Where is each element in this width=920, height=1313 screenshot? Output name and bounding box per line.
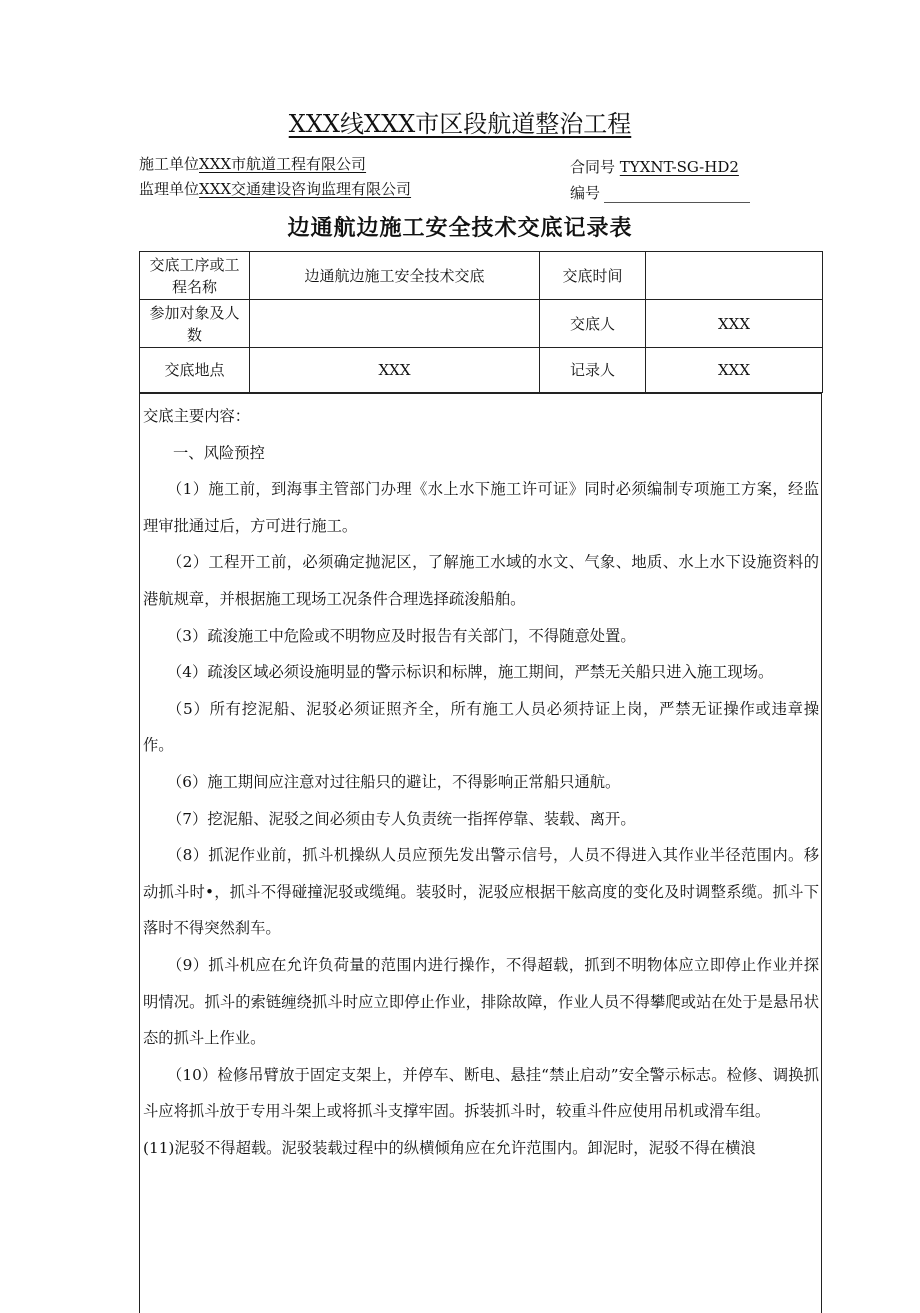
- supervisor-label: 监理单位: [139, 180, 200, 198]
- list-item: （6）施工期间应注意对过往船只的避让，不得影响正常船只通航。: [167, 772, 621, 791]
- table-row: [140, 348, 823, 393]
- list-item: （4）疏浚区域必须设施明显的警示标识和标牌，施工期间，严禁无关船只进入施工现场。: [167, 663, 774, 682]
- contractor-value: XXX市航道工程有限公司: [199, 155, 367, 173]
- participants-label: 参加对象及人数: [140, 300, 250, 348]
- list-item: （2）工程开工前，必须确定抛泥区，了解施工水域的水文、气象、地质、水上水下设施资料的港航规章，并根据施工现场工况条件合理选择疏浚船舶。: [143, 553, 819, 608]
- list-item: （7）挖泥船、泥驳之间必须由专人负责统一指挥停靠、装载、离开。: [167, 809, 636, 828]
- section-heading: 一、风险预控: [173, 443, 265, 462]
- list-item: （10）检修吊臂放于固定支架上，并停车、断电、悬挂“禁止启动”安全警示标志。检修、调换抓斗应将抓斗放于专用斗架上或将抓斗支撑牢固。拆装抓斗时，较重斗件应使用吊机或滑车组。: [143, 1065, 819, 1121]
- list-item: （3）疏浚施工中危险或不明物应及时报告有关部门，不得随意处置。: [167, 626, 636, 645]
- contract-label: 合同号: [570, 158, 616, 176]
- briefer-label: 交底人: [540, 300, 646, 348]
- number-value: [604, 188, 750, 203]
- location-label: 交底地点: [140, 348, 250, 393]
- list-item: （5）所有挖泥船、泥驳必须证照齐全，所有施工人员必须持证上岗，严禁无证操作或违章操作。: [143, 699, 819, 755]
- table-row: [140, 252, 823, 300]
- project-title: XXX线XXX市区段航道整治工程: [288, 110, 632, 138]
- info-table: [139, 251, 823, 393]
- content-heading: 交底主要内容：: [143, 407, 251, 425]
- contractor-line: [139, 153, 366, 174]
- participants-value: [250, 300, 540, 348]
- content-box: [139, 393, 822, 1313]
- list-item: （8）抓泥作业前，抓斗机操纵人员应预先发出警示信号，人员不得进入其作业半径范围内。移动抓斗时•，抓斗不得碰撞泥驳或缆绳。装驳时，泥驳应根据干舷高度的变化及时调整系缆。抓斗下落时不得突然刹车。: [143, 846, 819, 938]
- contract-value: TYXNT-SG-HD2: [619, 158, 739, 176]
- process-name-label: 交底工序或工程名称: [140, 252, 250, 300]
- process-name-value: 边通航边施工安全技术交底: [250, 252, 540, 300]
- supervisor-line: [139, 178, 411, 199]
- location-value: XXX: [250, 348, 540, 393]
- contract-line: [570, 156, 739, 177]
- form-title: 边通航边施工安全技术交底记录表: [287, 216, 633, 241]
- number-label: 编号: [570, 184, 601, 202]
- list-item: (11)泥驳不得超载。泥驳装载过程中的纵横倾角应在允许范围内。卸泥时，泥驳不得在横浪: [143, 1138, 756, 1157]
- briefer-value: XXX: [646, 300, 823, 348]
- supervisor-value: XXX交通建设咨询监理有限公司: [199, 180, 412, 198]
- briefing-time-label: 交底时间: [540, 252, 646, 300]
- recorder-value: XXX: [646, 348, 823, 393]
- recorder-label: 记录人: [540, 348, 646, 393]
- briefing-time-value: [646, 252, 823, 300]
- list-item: （9）抓斗机应在允许负荷量的范围内进行操作，不得超载，抓到不明物体应立即停止作业并探明情况。抓斗的索链缠绕抓斗时应立即停止作业，排除故障，作业人员不得攀爬或站在处于是悬吊状态的抓斗上作业。: [143, 955, 819, 1048]
- number-line: [570, 182, 750, 203]
- table-row: [140, 300, 823, 348]
- contractor-label: 施工单位: [139, 155, 200, 173]
- list-item: （1）施工前，到海事主管部门办理《水上水下施工许可证》同时必须编制专项施工方案，经监理审批通过后，方可进行施工。: [143, 480, 819, 535]
